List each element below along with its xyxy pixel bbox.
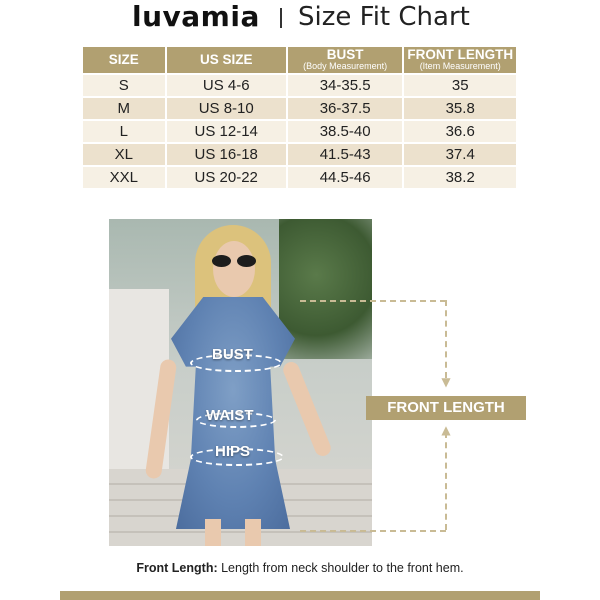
bust-label: BUST [212, 346, 253, 363]
sunglasses-icon [211, 255, 257, 267]
brand-logo: luvamia [132, 0, 260, 33]
col-header-us-size: US SIZE [167, 47, 286, 73]
col-header-size: SIZE [83, 47, 165, 73]
cell-bust: 38.5-40 [288, 121, 403, 142]
table-row [83, 75, 516, 96]
table-row [83, 121, 516, 142]
model-leg-left [205, 519, 221, 546]
model-arm-right [281, 360, 333, 459]
footnote-text: Length from neck shoulder to the front hem. [217, 561, 464, 575]
front-length-vertical-top [445, 300, 447, 378]
col-header-front-length: FRONT LENGTH (Item Measurement) [404, 47, 516, 73]
model-leg-right [245, 519, 261, 546]
table-header-row [83, 47, 516, 73]
front-length-top-line [300, 300, 446, 302]
cell-front-length: 35.8 [404, 98, 516, 119]
cell-us-size: US 4-6 [167, 75, 286, 96]
size-table [81, 45, 518, 190]
page-title: Size Fit Chart [298, 2, 470, 32]
cell-size: S [83, 75, 165, 96]
cell-us-size: US 20-22 [167, 167, 286, 188]
bottom-accent-bar [60, 591, 540, 600]
table-row [83, 144, 516, 165]
arrow-down-icon: ▼ [441, 375, 451, 389]
front-length-vertical-bottom [445, 432, 447, 530]
cell-bust: 36-37.5 [288, 98, 403, 119]
cell-size: L [83, 121, 165, 142]
footnote-label: Front Length: [136, 561, 218, 575]
front-length-badge: FRONT LENGTH [366, 396, 526, 420]
cell-size: XL [83, 144, 165, 165]
header [0, 0, 600, 36]
arrow-up-icon: ▲ [441, 423, 451, 437]
model-photo [109, 219, 372, 546]
cell-size: XXL [83, 167, 165, 188]
cell-bust: 44.5-46 [288, 167, 403, 188]
cell-us-size: US 12-14 [167, 121, 286, 142]
cell-bust: 34-35.5 [288, 75, 403, 96]
hips-label: HIPS [215, 443, 251, 460]
header-divider [280, 8, 282, 28]
front-length-bottom-line [300, 530, 446, 532]
waist-label: WAIST [206, 407, 254, 424]
cell-size: M [83, 98, 165, 119]
cell-front-length: 38.2 [404, 167, 516, 188]
cell-us-size: US 8-10 [167, 98, 286, 119]
model-face [213, 241, 255, 297]
table-row [83, 98, 516, 119]
cell-bust: 41.5-43 [288, 144, 403, 165]
cell-us-size: US 16-18 [167, 144, 286, 165]
table-row [83, 167, 516, 188]
cell-front-length: 37.4 [404, 144, 516, 165]
footnote [0, 561, 600, 575]
cell-front-length: 36.6 [404, 121, 516, 142]
cell-front-length: 35 [404, 75, 516, 96]
col-header-bust: BUST (Body Measurement) [288, 47, 403, 73]
